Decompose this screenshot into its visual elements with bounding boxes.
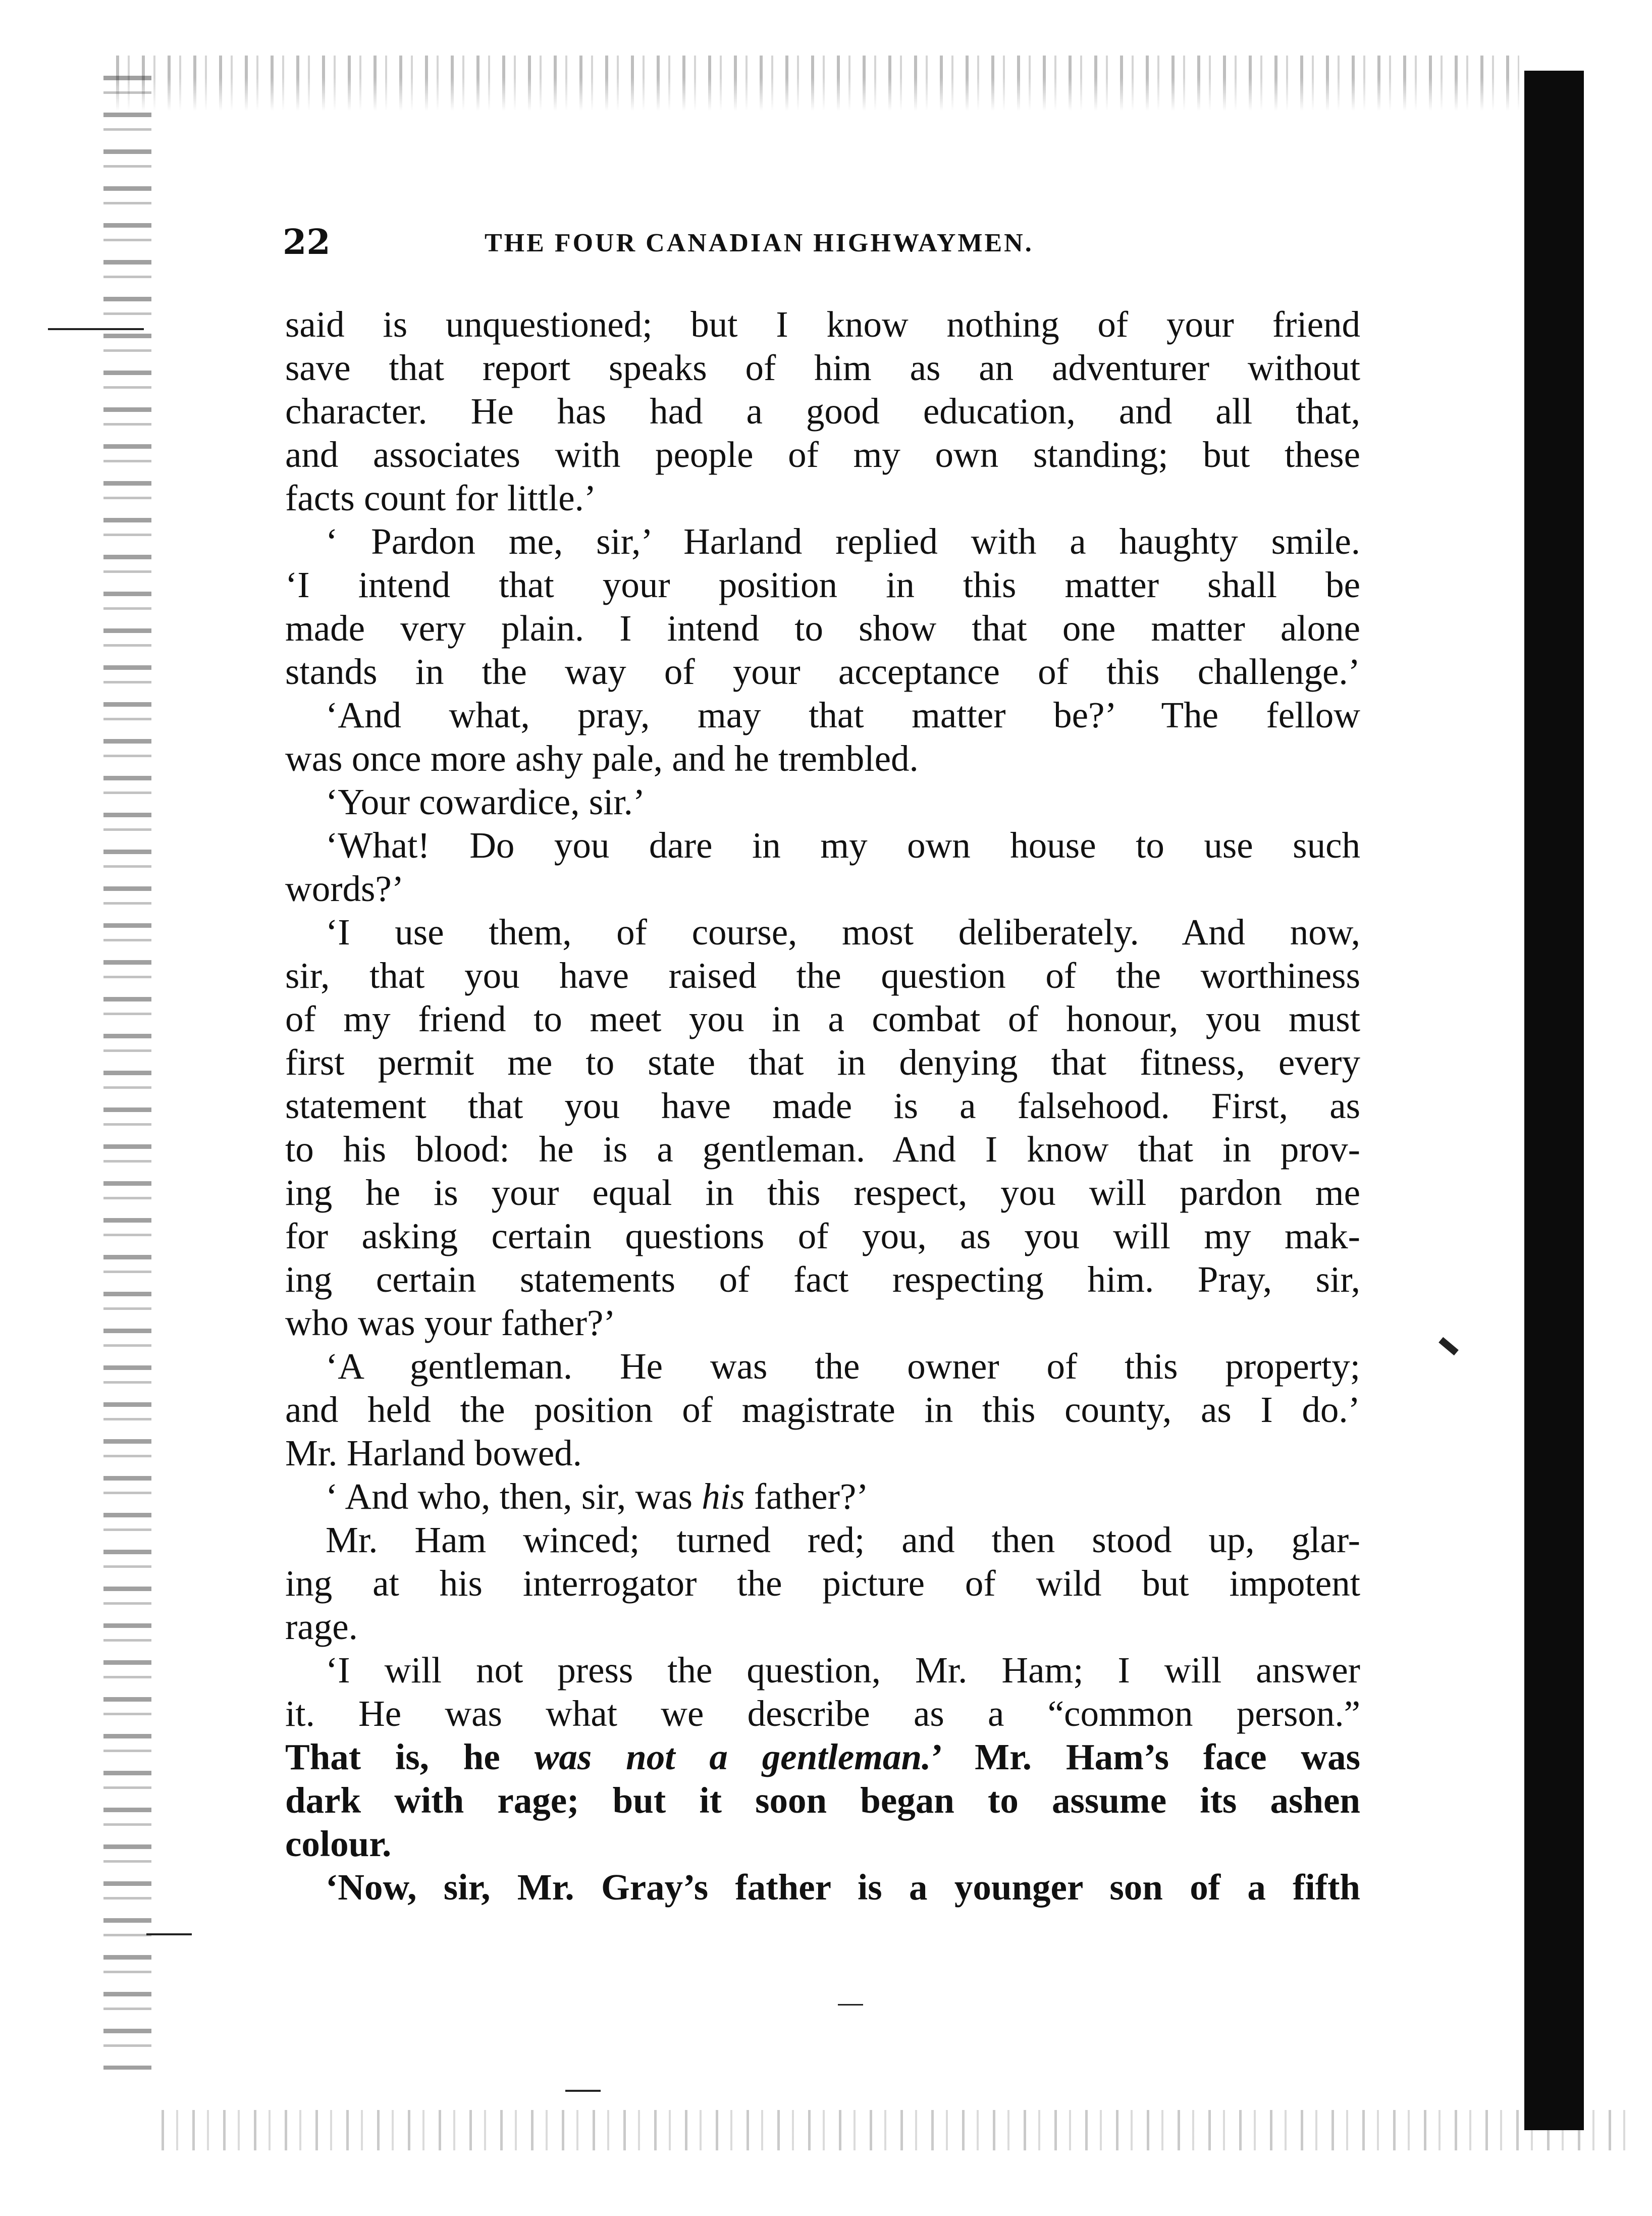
scan-edge-left xyxy=(103,76,151,2070)
text-line: stands in the way of your acceptance of this challenge.’ xyxy=(285,651,1360,692)
text-segment: ‘ And who, then, sir, was xyxy=(326,1476,702,1517)
running-header xyxy=(283,222,1368,268)
text-segment: father?’ xyxy=(744,1476,869,1517)
italic-text: was not a gentleman. xyxy=(534,1736,931,1777)
text-line: Mr. Harland bowed. xyxy=(285,1433,582,1473)
text-line: sir, that you have raised the question of the worthiness xyxy=(285,955,1360,996)
text-line: words?’ xyxy=(285,868,404,909)
text-line: it. He was what we describe as a “common person.” xyxy=(285,1693,1360,1734)
text-line: to his blood: he is a gentleman. And I know that in prov- xyxy=(285,1129,1360,1170)
text-line: who was your father?’ xyxy=(285,1302,616,1343)
text-line: ‘I intend that your position in this matter shall be xyxy=(285,564,1360,605)
binding-shadow xyxy=(1524,71,1584,2130)
text-line: of my friend to meet you in a combat of honour, you must xyxy=(285,998,1360,1039)
text-line: ‘Now, sir, Mr. Gray’s father is a younger son of a fifth xyxy=(326,1867,1360,1908)
text-line: rage. xyxy=(285,1606,358,1647)
text-line: ‘I will not press the question, Mr. Ham; I will answer xyxy=(326,1650,1360,1691)
margin-mark xyxy=(838,2004,863,2006)
text-line xyxy=(285,1735,1360,1779)
margin-mark xyxy=(565,2090,601,2092)
text-line: was once more ashy pale, and he trembled. xyxy=(285,738,919,779)
text-line: and associates with people of my own standing; but these xyxy=(285,434,1360,475)
text-line: for asking certain questions of you, as you will my mak- xyxy=(285,1216,1360,1256)
running-title: THE FOUR CANADIAN HIGHWAYMEN. xyxy=(485,229,1034,257)
text-line: ing at his interrogator the picture of wild but impotent xyxy=(285,1563,1360,1604)
text-line: made very plain. I intend to show that one matter alone xyxy=(285,608,1360,649)
text-line: ‘ Pardon me, sir,’ Harland replied with a haughty smile. xyxy=(326,521,1360,562)
scan-edge-top xyxy=(116,56,1519,111)
text-segment: That is, he xyxy=(285,1736,535,1777)
scan-edge-bottom xyxy=(162,2110,1625,2150)
text-line: dark with rage; but it soon began to assume its ashen xyxy=(285,1780,1360,1821)
text-segment: ’ Mr. Ham’s face was xyxy=(931,1736,1360,1777)
text-line: ing certain statements of fact respecting him. Pray, sir, xyxy=(285,1259,1360,1300)
margin-mark xyxy=(1438,1337,1459,1355)
text-line: ‘I use them, of course, most deliberately. And now, xyxy=(326,912,1360,953)
margin-mark xyxy=(48,328,144,330)
text-line: first permit me to state that in denying that fitness, every xyxy=(285,1042,1360,1083)
text-line: Mr. Ham winced; turned red; and then stood up, glar- xyxy=(326,1519,1360,1560)
text-line: character. He has had a good education, and all that, xyxy=(285,391,1360,432)
margin-mark xyxy=(146,1933,192,1935)
text-line: save that report speaks of him as an adventurer without xyxy=(285,347,1360,388)
text-line: colour. xyxy=(285,1823,392,1864)
body-text xyxy=(285,303,1360,1909)
text-line: ‘And what, pray, may that matter be?’ The fellow xyxy=(326,695,1360,735)
text-line: and held the position of magistrate in this county, as I do.’ xyxy=(285,1389,1360,1430)
page-number: 22 xyxy=(283,222,331,262)
text-line: said is unquestioned; but I know nothing of your friend xyxy=(285,304,1360,345)
italic-text: his xyxy=(702,1476,745,1517)
text-line: facts count for little.’ xyxy=(285,478,597,518)
text-line xyxy=(285,1475,1360,1518)
text-line: statement that you have made is a falsehood. First, as xyxy=(285,1085,1360,1126)
text-line: ‘What! Do you dare in my own house to use such xyxy=(326,825,1360,866)
text-line: ‘Your cowardice, sir.’ xyxy=(326,781,646,822)
text-line: ing he is your equal in this respect, you will pardon me xyxy=(285,1172,1360,1213)
text-line: ‘A gentleman. He was the owner of this property; xyxy=(326,1346,1360,1387)
